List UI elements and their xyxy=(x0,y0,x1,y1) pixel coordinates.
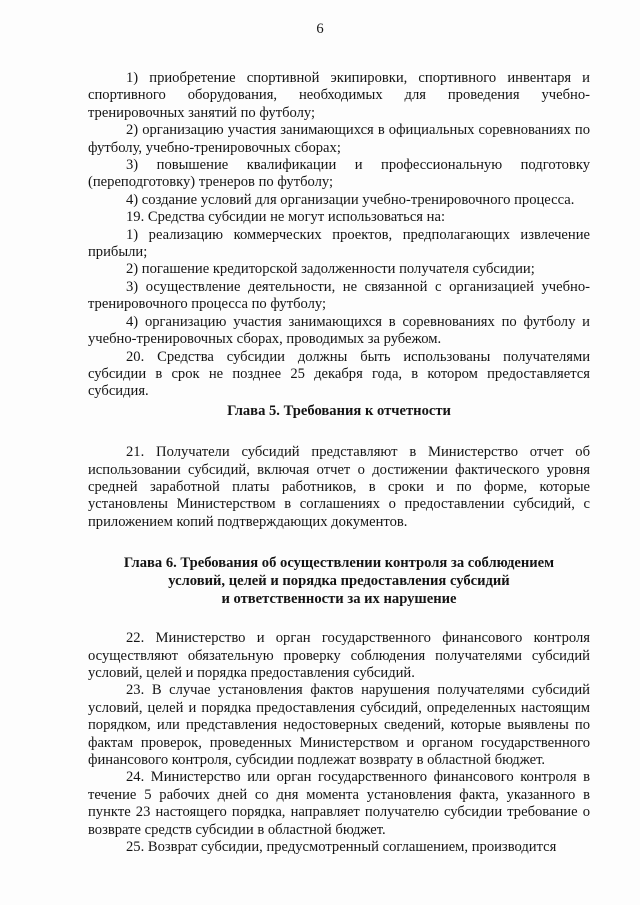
chapter-6-heading-line-3: и ответственности за их нарушение xyxy=(221,591,457,608)
paragraph-19: 19. Средства субсидии не могут использоваться на: xyxy=(126,209,446,226)
paragraph-25: 25. Возврат субсидии, предусмотренный соглашением, производится xyxy=(126,839,557,856)
paragraph-18-item-4: 4) создание условий для организации учебно-тренировочного процесса. xyxy=(126,191,575,208)
paragraph-18-item-3: 3) повышение квалификации и профессиональную подготовку (переподготовку) тренеров по футболу; xyxy=(88,157,590,191)
paragraph-22: 22. Министерство и орган государственного финансового контроля осуществляют обязательную проверку соблюдения получателями субсидий условий, целей и порядка предоставления субсидий. xyxy=(88,630,590,681)
chapter-6-heading-line-1: Глава 6. Требования об осуществлении контроля за соблюдением xyxy=(123,555,555,572)
chapter-5-heading: Глава 5. Требования к отчетности xyxy=(227,402,451,419)
paragraph-19-item-4: 4) организацию участия занимающихся в соревнованиях по футболу и учебно-тренировочных сборах, проводимых за рубежом. xyxy=(88,313,590,348)
paragraph-21: 21. Получатели субсидий представляют в Министерство отчет об использовании субсидий, включая отчет о достижении фактического уровня средней заработной платы работников, в сроки и по форме, которые установлены Министерством в соглашениях о предоставлении субсидий, с приложением копий подтверждающих документов. xyxy=(88,444,590,530)
document-body xyxy=(88,70,590,856)
paragraph-19-item-3: 3) осуществление деятельности, не связанной с организацией учебно-тренировочного процесса по футболу; xyxy=(88,278,590,313)
chapter-6-heading-line-2: условий, целей и порядка предоставления субсидий xyxy=(168,573,510,590)
paragraph-19-item-2: 2) погашение кредиторской задолженности получателя субсидии; xyxy=(126,261,535,278)
paragraph-19-item-1: 1) реализацию коммерческих проектов, предполагающих извлечение прибыли; xyxy=(88,226,590,261)
paragraph-18-item-2: 2) организацию участия занимающихся в официальных соревнованиях по футболу, учебно-тренировочных сборах; xyxy=(88,122,590,156)
paragraph-23: 23. В случае установления фактов нарушения получателями субсидий условий, целей и порядка предоставления субсидий, определенных настоящим порядком, или представления недостоверных сведений, которые выявлены по фактам проверок, проведенных Министерством и органом государственного финансового контроля, субсидии подлежат возврату в областной бюджет. xyxy=(88,682,590,768)
chapter-6-heading xyxy=(88,554,590,608)
page-number: 6 xyxy=(316,21,324,37)
paragraph-20: 20. Средства субсидии должны быть использованы получателями субсидии в срок не позднее 25 декабря года, в котором предоставляется субсидия. xyxy=(88,348,590,400)
paragraph-18-item-1: 1) приобретение спортивной экипировки, спортивного инвентаря и спортивного оборудования, необходимых для проведения учебно-тренировочных занятий по футболу; xyxy=(88,70,590,121)
paragraph-24: 24. Министерство или орган государственного финансового контроля в течение 5 рабочих дней со дня момента установления факта, указанного в пункте 23 настоящего порядка, направляет получателю субсидии требование о возврате средств субсидии в областной бюджет. xyxy=(88,769,590,838)
